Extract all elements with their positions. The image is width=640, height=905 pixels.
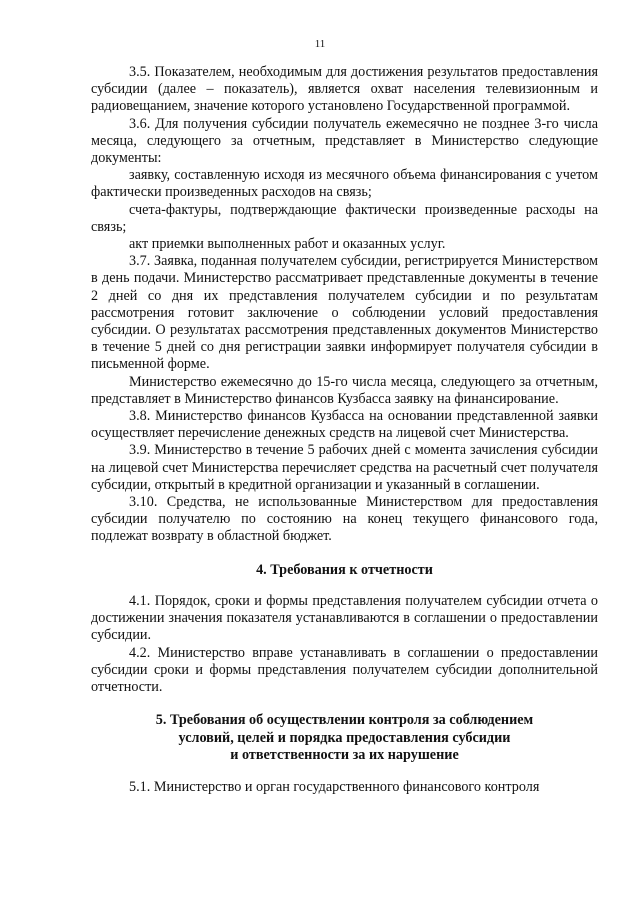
paragraph-3-5: 3.5. Показателем, необходимым для достижения результатов предоставления субсидии (далее – показатель), является охват населения телевизионным и радиовещанием, значение которого установлено Государственной программой. — [91, 64, 598, 115]
section-5-heading — [91, 712, 598, 764]
paragraph-monthly-request: Министерство ежемесячно до 15-го числа месяца, следующего за отчетным, представляет в Министерство финансов Кузбасса заявку на финансирование. — [91, 373, 598, 407]
paragraph-3-9: 3.9. Министерство в течение 5 рабочих дней с момента зачисления субсидии на лицевой счет Министерства перечисляет средства на расчетный счет получателя субсидии, открытый в кредитной организации и указанный в соглашении. — [91, 442, 598, 493]
paragraph-application: заявку, составленную исходя из месячного объема финансирования с учетом фактически произведенных расходов на связь; — [91, 167, 598, 201]
paragraph-acceptance-act: акт приемки выполненных работ и оказанных услуг. — [129, 236, 446, 253]
paragraph-3-6: 3.6. Для получения субсидии получатель ежемесячно не позднее 3-го числа месяца, следующего за отчетным, представляет в Министерство следующие документы: — [91, 115, 598, 167]
paragraph-3-8: 3.8. Министерство финансов Кузбасса на основании представленной заявки осуществляет перечисление денежных средств на лицевой счет Министерства. — [91, 408, 598, 442]
paragraph-5-1: 5.1. Министерство и орган государственного финансового контроля — [129, 779, 540, 796]
paragraph-invoices: счета-фактуры, подтверждающие фактически произведенные расходы на связь; — [91, 201, 598, 235]
page-number: 11 — [314, 38, 326, 50]
paragraph-3-10: 3.10. Средства, не использованные Министерством для предоставления субсидии получателю по состоянию на конец текущего финансового года, подлежат возврату в областной бюджет. — [91, 494, 598, 545]
section-5-heading-line-2: условий, целей и порядка предоставления субсидии — [178, 729, 511, 746]
section-5-heading-line-1: 5. Требования об осуществлении контроля за соблюдением — [155, 712, 534, 729]
section-4-heading: 4. Требования к отчетности — [256, 561, 433, 578]
paragraph-4-1: 4.1. Порядок, сроки и формы представления получателем субсидии отчета о достижении значения показателя устанавливаются в соглашении о предоставлении субсидии. — [91, 592, 598, 644]
document-body — [91, 64, 598, 797]
paragraph-4-2: 4.2. Министерство вправе устанавливать в соглашении о предоставлении субсидии сроки и формы представления получателем субсидии дополнительной отчетности. — [91, 644, 598, 695]
section-5-heading-line-3: и ответственности за их нарушение — [230, 746, 459, 763]
paragraph-3-7: 3.7. Заявка, поданная получателем субсидии, регистрируется Министерством в день подачи. Министерство рассматривает представленные документы в течение 2 дней со дня их представления получателем субсидии и по результатам рассмотрения готовит заключение о соблюдении условий предоставления субсидии. О результатах рассмотрения представленных документов Министерство в течение 5 дней со дня регистрации заявки информирует получателя субсидии в письменной форме. — [91, 253, 598, 373]
